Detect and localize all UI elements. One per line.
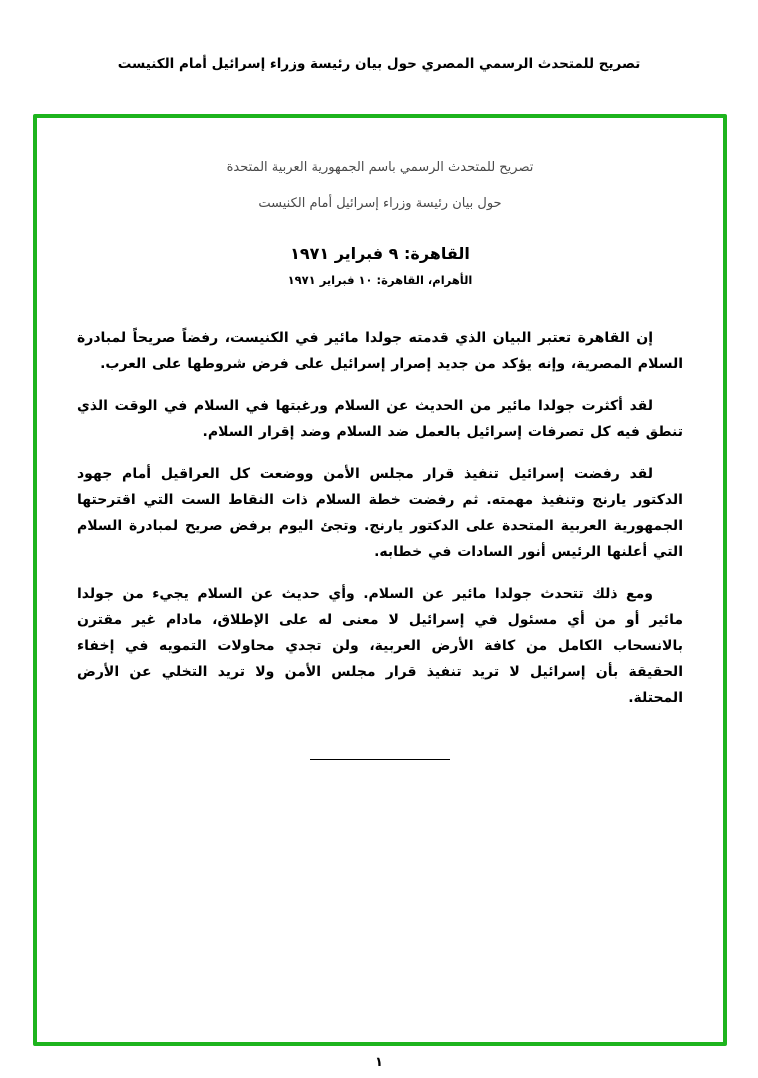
paragraph-1: إن القاهرة تعتبر البيان الذي قدمته جولدا مائير في الكنيست، رفضاً صريحاً لمبادرة السلام المصرية، وإنه يؤكد من جديد إصرار إسرائيل على فرض شروطها على العرب. — [77, 330, 683, 372]
paragraph-3: لقد رفضت إسرائيل تنفيذ قرار مجلس الأمن ووضعت كل العراقيل أمام جهود الدكتور يارنج وتنفيذ مهمته. ثم رفضت خطة السلام ذات النقاط الست التي اقترحتها الجمهورية العربية المتحدة على الدكتور يارنج. وتجئ اليوم برفض صريح لمبادرة السلام التي أعلنها الرئيس أنور السادات في خطابه. — [77, 466, 683, 560]
document-body — [77, 325, 683, 711]
doc-heading-line1: تصريح للمتحدث الرسمي باسم الجمهورية العربية المتحدة — [226, 160, 534, 175]
dateline: القاهرة: ٩ فبراير ١٩٧١ — [290, 244, 470, 263]
doc-heading-line2: حول بيان رئيسة وزراء إسرائيل أمام الكنيست — [258, 196, 502, 211]
page-number: ١ — [375, 1055, 383, 1070]
source-line: الأهرام، القاهرة: ١٠ فبراير ١٩٧١ — [287, 273, 473, 287]
paragraph-2: لقد أكثرت جولدا مائير من الحديث عن السلام ورغبتها في السلام في الوقت الذي تنطق فيه كل تصرفات إسرائيل بالعمل ضد السلام وضد إقرار السلام. — [77, 398, 683, 440]
paragraph-4: ومع ذلك تتحدث جولدا مائير عن السلام. وأي حديث عن السلام يجيء من جولدا مائير أو من أي مسئول في إسرائيل لا معنى له على الإطلاق، مادام غير مقترن بالانسحاب الكامل من كافة الأرض العربية، ولن تجدي محاولات التمويه في إخفاء الحقيقة بأن إسرائيل لا تريد تنفيذ قرار مجلس الأمن ولا تريد التخلي عن الأرض المحتلة. — [77, 586, 683, 706]
page-title: تصريح للمتحدث الرسمي المصري حول بيان رئيسة وزراء إسرائيل أمام الكنيست — [117, 56, 641, 72]
separator-line — [310, 759, 450, 760]
document-frame — [33, 114, 727, 1046]
